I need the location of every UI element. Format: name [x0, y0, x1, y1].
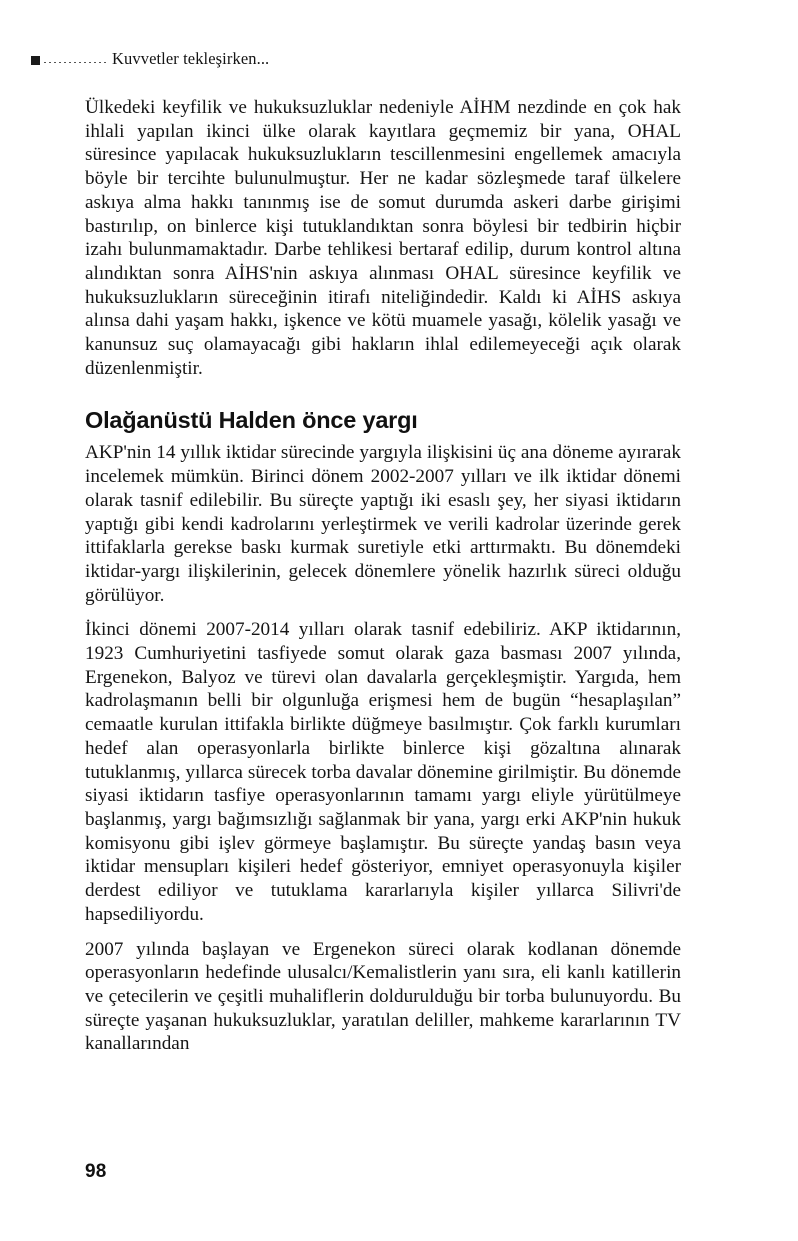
section-heading-block [85, 407, 681, 434]
dotted-rule-icon [44, 62, 106, 63]
body-paragraph: Ülkedeki keyfilik ve hukuksuzluklar nedeniyle AİHM nezdinde en çok hak ihlali yapılan ikinci ülke olarak kayıtlara geçmemiz bir yana, OHAL süresince yapılacak hukuksuzlukların tescillenmesini engellemek amacıyla böyle bir tercihte bulunulmuştur. Her ne kadar sözleşmede taraf ülkelere askıya alma hakkı tanınmış ise de somut durumda askeri darbe girişimi bastırılıp, on binlerce kişi tutuklandıktan sonra böylesi bir tedbirin hiçbir izahı bulunmamaktadır. Darbe tehlikesi bertaraf edilip, durum kontrol altına alındıktan sonra AİHS'nin askıya alınması OHAL süresince keyfilik ve hukuksuzlukların süreceğinin itirafı niteliğindedir. Kaldı ki AİHS askıya alınsa dahi yaşam hakkı, işkence ve kötü muamele yasağı, kölelik yasağı ve kanunsuz suç olamayacağı gibi hakların ihlal edilemeyeceği açık olarak düzenlenmiştir. [85, 97, 681, 379]
body-paragraph: İkinci dönemi 2007-2014 yılları olarak tasnif edebiliriz. AKP iktidarının, 1923 Cumhuriyetini tasfiyede somut olarak gaza basması 2007 yılında, Ergenekon, Balyoz ve türevi olan davalarla gerçekleşmiştir. Yargıda, hem kadrolaşmanın belli bir olgunluğa erişmesi hem de bugün “hesaplaşılan” cemaatle kurulan ittifakla birlikte düğmeye basılmıştır. Çok farklı kurumları hedef alan operasyonlarla birlikte binlerce kişi gözaltına alınarak tutuklanmış, yıllarca sürecek torba davalar dönemine girilmiştir. Bu dönemde siyasi iktidarın tasfiye operasyonlarının tamamı yargı eliyle yürütülmeye başlanmış, yargı bağımsızlığı sağlanmak bir yana, yargı erki AKP'nin hukuk komisyonu gibi işlev görmeye başlamıştır. Bu süreçte yandaş basın veya iktidar mensupları kişileri hedef gösteriyor, emniyet operasyonuyla kişiler derdest ediliyor ve tutuklama kararlarıyla kişiler yıllarca Silivri'de hapsediliyordu. [85, 619, 681, 925]
running-header-title: Kuvvetler tekleşirken... [112, 49, 270, 68]
square-bullet-icon [31, 56, 40, 65]
running-header [31, 48, 691, 70]
page-content [85, 96, 681, 1056]
page-number: 98 [85, 1161, 107, 1182]
body-paragraph: 2007 yılında başlayan ve Ergenekon süreci olarak kodlanan dönemde operasyonların hedefinde ulusalcı/Kemalistlerin yanı sıra, eli kanlı katillerin ve çetecilerin ve çeşitli muhaliflerin doldurulduğu bir torba bulunuyordu. Bu süreçte yaşanan hukuksuzluklar, yaratılan deliller, mahkeme kararlarının TV kanallarından [85, 938, 681, 1055]
body-paragraph: AKP'nin 14 yıllık iktidar sürecinde yargıyla ilişkisini üç ana döneme ayırarak incelemek mümkün. Birinci dönem 2002-2007 yılları ve ilk iktidar dönemi olarak tasnif edilebilir. Bu süreçte yaptığı iki esaslı şey, her siyasi iktidarın yaptığı gibi kendi kadrolarını yerleştirmek ve verili kadrolar üzerinde gerek ittifaklarla gerekse baskı kurmak suretiyle etki arttırmaktı. Bu dönemdeki iktidar-yargı ilişkilerinin, gelecek dönemlere yönelik hazırlık süreci olduğu görülüyor. [85, 442, 681, 606]
section-heading: Olağanüstü Halden önce yargı [85, 407, 418, 434]
